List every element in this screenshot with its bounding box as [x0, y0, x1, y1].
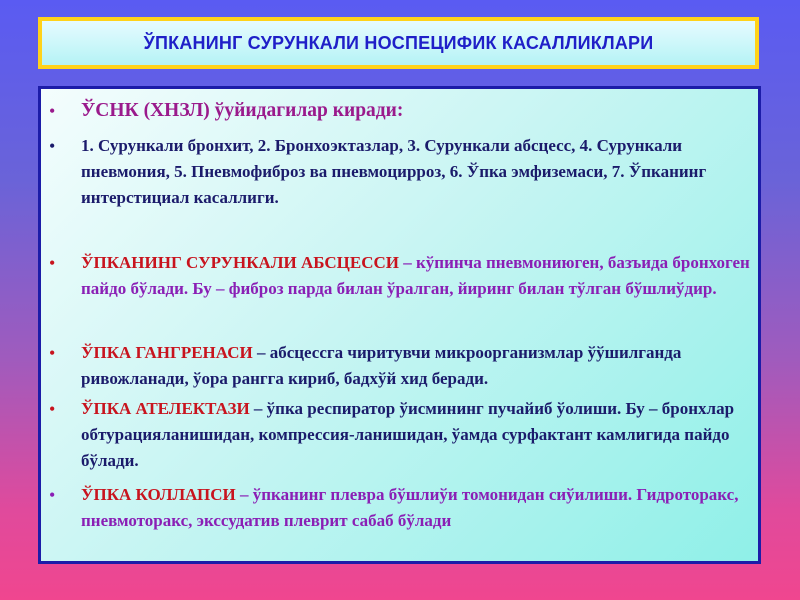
term-gangrene: ЎПКА ГАНГРЕНАСИ — [81, 343, 253, 362]
definition-collapse: – ўпканинг плевра бўшлиўи томонидан сиўилиши. Гидроторакс, пневмоторакс, экссудатив плеврит сабаб бўлади — [81, 485, 739, 530]
bullet-text — [81, 482, 750, 534]
definition-atelectasis: – ўпка респиратор ўисмининг пучайиб ўолиши. Бу – бронхлар обтурацияланишидан, компрессия-ланишидан, ўамда сурфактант камлигида пайдо бўлади. — [81, 399, 735, 470]
slide-title: ЎПКАНИНГ СУРУНКАЛИ НОСПЕЦИФИК КАСАЛЛИКЛАРИ — [143, 32, 654, 53]
content-box — [38, 86, 761, 564]
bullet-dot-icon: • — [49, 253, 56, 273]
slide-title-box — [38, 17, 759, 69]
bullet-text — [81, 340, 750, 392]
bullet-dot-icon: • — [49, 101, 56, 121]
bullet-list-text: 1. Сурункали бронхит, 2. Бронхоэктазлар, 3. Сурункали абсцесс, 4. Сурункали пневмония, 5. Пневмофиброз ва пневмоцирроз, 6. Ўпка эмфиземаси, 7. Ўпканинг интерстициал касаллиги. — [81, 136, 707, 207]
bullet-text — [81, 250, 750, 302]
bullet-text — [81, 396, 750, 474]
term-atelectasis: ЎПКА АТЕЛЕКТАЗИ — [81, 399, 250, 418]
bullet-dot-icon: • — [49, 343, 56, 363]
definition-abscess: – кўпинча пневмониюген, базъида бронхоген пайдо бўлади. Бу – фиброз парда билан ўралган, йиринг билан тўлган бўшлиўдир. — [81, 253, 750, 298]
term-abscess: ЎПКАНИНГ СУРУНКАЛИ АБСЦЕССИ — [81, 253, 399, 272]
bullet-heading-text: ЎСНК (ХНЗЛ) ўуйидагилар киради: — [81, 100, 404, 121]
term-collapse: ЎПКА КОЛЛАПСИ — [81, 485, 236, 504]
bullet-dot-icon: • — [49, 136, 56, 156]
bullet-dot-icon: • — [49, 485, 56, 505]
bullet-dot-icon: • — [49, 399, 56, 419]
definition-gangrene: – абсцессга чиритувчи микроорганизмлар ўўшилганда ривожланади, ўора рангга кириб, бадхўй хид беради. — [81, 343, 682, 388]
